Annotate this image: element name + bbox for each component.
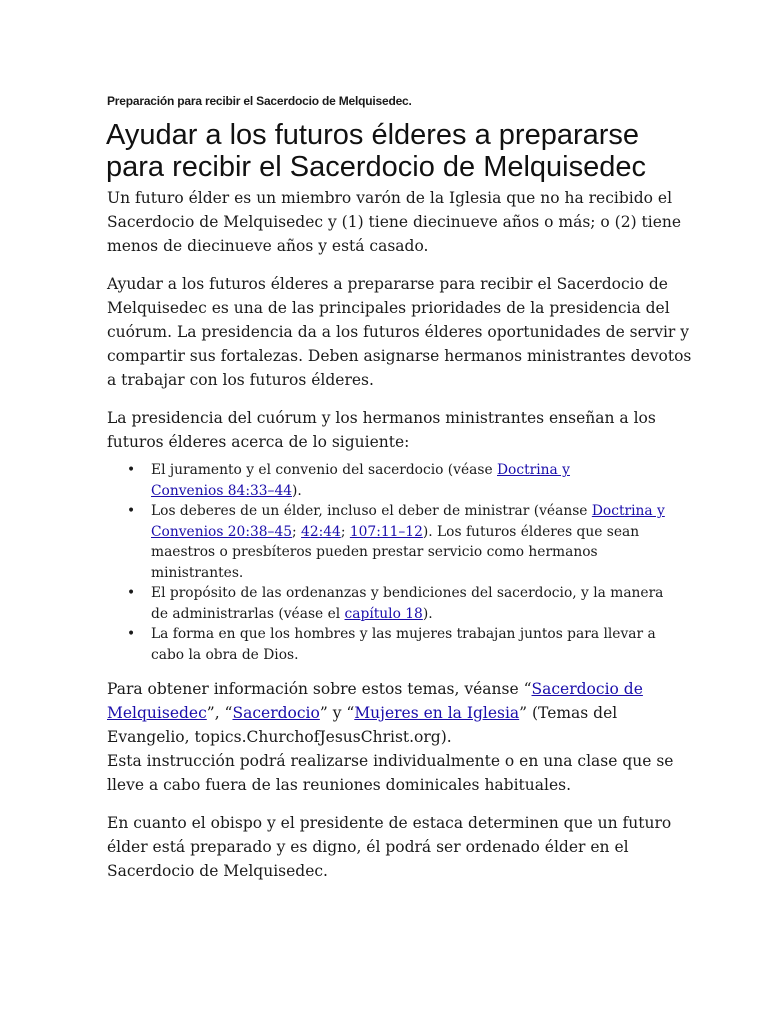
text-line: lleve a cabo fuera de las reuniones dominicales habituales. [107, 776, 572, 794]
paragraph-definition [107, 186, 682, 258]
link-107-11[interactable]: 107:11–12 [349, 523, 423, 540]
text-line: • La forma en que los hombres y las mujeres trabajan juntos para llevar a [151, 626, 656, 642]
text-line: En cuanto el obispo y el presidente de estaca determinen que un futuro [107, 814, 672, 832]
link-dyc-84[interactable]: Doctrina y [497, 462, 570, 478]
paragraph-priority [107, 272, 692, 392]
text-span: ”, “ [206, 704, 233, 722]
text-span: Los deberes de un élder, incluso el deber de ministrar (véanse [151, 503, 592, 519]
link-dyc-20[interactable]: Convenios 20:38–45 [151, 523, 292, 540]
list-item [107, 460, 667, 501]
text-line: compartir sus fortalezas. Deben asignarse hermanos ministrantes devotos [107, 347, 692, 365]
link-mujeres-iglesia[interactable]: Mujeres en la Iglesia [354, 704, 520, 722]
paragraph-resources [107, 677, 674, 797]
link-capitulo-18[interactable]: capítulo 18 [344, 605, 423, 622]
list-item [107, 583, 667, 624]
paragraph-ordination [107, 811, 672, 883]
text-span: Para obtener información sobre estos temas, véanse “ [107, 680, 532, 698]
list-item [107, 624, 667, 665]
closing-text [107, 677, 674, 897]
text-line: Ayudar a los futuros élderes a prepararse para recibir el Sacerdocio de [107, 275, 668, 293]
link-dyc-20[interactable]: Doctrina y [591, 503, 665, 519]
link-sacerdocio-melquisedec[interactable]: Melquisedec [107, 704, 207, 722]
text-line: menos de diecinueve años y está casado. [107, 237, 429, 255]
text-line: La presidencia del cuórum y los hermanos ministrantes enseñan a los [107, 409, 656, 427]
text-span: de administrarlas (véase el [151, 605, 345, 622]
text-line: cuórum. La presidencia da a los futuros élderes oportunidades de servir y [107, 323, 690, 341]
text-line: cabo la obra de Dios. [151, 646, 299, 663]
text-line: Evangelio, topics.ChurchofJesusChrist.org). [107, 728, 452, 746]
text-line: Melquisedec es una de las principales prioridades de la presidencia del [107, 299, 670, 317]
paragraph-topics-intro [107, 406, 667, 454]
text-line: élder está preparado y es digno, él podrá ser ordenado élder en el [107, 838, 629, 856]
intro-text [107, 186, 692, 468]
page-title [106, 119, 706, 183]
list-item [107, 501, 667, 583]
text-span: ). Los futuros élderes que sean [422, 523, 640, 540]
link-dyc-84[interactable]: Convenios 84:33–44 [151, 482, 292, 499]
link-42-44[interactable]: 42:44 [301, 523, 341, 540]
text-span: ” y “ [319, 704, 355, 722]
text-span: ). [422, 605, 433, 622]
link-sacerdocio[interactable]: Sacerdocio [232, 704, 320, 722]
title-line: para recibir el Sacerdocio de Melquisedec [106, 151, 647, 183]
section-kicker: Preparación para recibir el Sacerdocio de Melquisedec. [107, 94, 412, 108]
text-span: El juramento y el convenio del sacerdocio (véase [151, 462, 497, 478]
text-span: ; [292, 523, 302, 540]
text-span: ; [340, 523, 350, 540]
topics-list [107, 460, 667, 665]
title-line: Ayudar a los futuros élderes a prepararse [106, 119, 640, 151]
text-line: ministrantes. [151, 564, 244, 581]
text-line: Sacerdocio de Melquisedec y (1) tiene diecinueve años o más; o (2) tiene [107, 213, 682, 231]
text-span: ” (Temas del [519, 704, 618, 722]
text-line: futuros élderes acerca de lo siguiente: [107, 433, 410, 451]
text-line: a trabajar con los futuros élderes. [107, 371, 374, 389]
text-line: Un futuro élder es un miembro varón de la Iglesia que no ha recibido el [107, 189, 673, 207]
text-span: ). [292, 482, 302, 499]
text-line: Sacerdocio de Melquisedec. [107, 862, 328, 880]
text-line: Esta instrucción podrá realizarse individualmente o en una clase que se [107, 752, 674, 770]
link-sacerdocio-melquisedec[interactable]: Sacerdocio de [531, 680, 643, 698]
text-line: maestros o presbíteros pueden prestar servicio como hermanos [151, 544, 598, 560]
text-line: • El propósito de las ordenanzas y bendiciones del sacerdocio, y la manera [151, 585, 664, 601]
